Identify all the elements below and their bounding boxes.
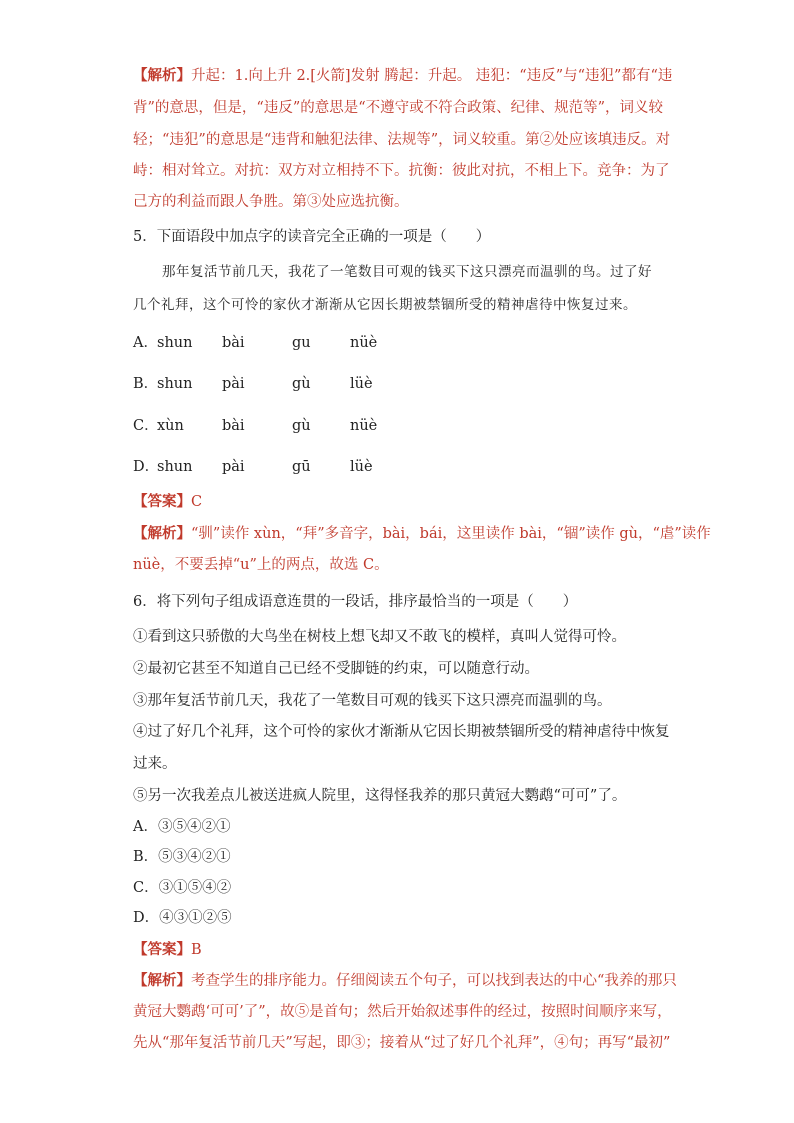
- question-6-stem: 6．将下列句子组成语意连贯的一段话，排序最恰当的一项是（ ）: [133, 594, 578, 610]
- q5-analysis-line-1: [133, 527, 711, 542]
- analysis-text: 考查学生的排序能力。仔细阅读五个句子，可以找到表达的中心“我养的那只: [191, 973, 677, 989]
- pinyin-1: shun: [157, 459, 193, 475]
- answer-label: 【答案】: [133, 941, 191, 958]
- q6-analysis-line-1: [133, 974, 677, 989]
- q5-analysis-line-2: nüè，不要丢掉“u”上的两点，故选 C。: [133, 557, 389, 573]
- q6-sentence-4-cont: 过来。: [133, 756, 177, 772]
- pinyin-4: lüè: [350, 376, 373, 392]
- q5-passage-line-2: 几个礼拜，这个可怜的家伙才渐渐从它因长期被禁锢所受的精神虐待中恢复过来。: [133, 297, 637, 313]
- analysis-label: 【解析】: [133, 67, 191, 84]
- pinyin-3: gù: [292, 376, 311, 392]
- option-letter: A．: [133, 335, 158, 351]
- q6-sentence-3: ③那年复活节前几天，我花了一笔数目可观的钱买下这只漂亮而温驯的鸟。: [133, 693, 612, 709]
- pinyin-3: gū: [292, 459, 311, 475]
- pinyin-2: pài: [222, 459, 245, 475]
- analysis-line-1: [133, 69, 672, 84]
- analysis-label: 【解析】: [133, 525, 191, 542]
- q6-sentence-1: ①看到这只骄傲的大鸟坐在树枝上想飞却又不敢飞的模样，真叫人觉得可怜。: [133, 629, 626, 645]
- analysis-text: “驯”读作 xùn，“拜”多音字，bài，bái，这里读作 bài，“锢”读作 gù，“虐”读作: [191, 526, 711, 542]
- analysis-line-3: 轻；“违犯”的意思是“违背和触犯法律、法规等”，词义较重。第②处应该填违反。对: [133, 132, 671, 148]
- question-5-stem: 5．下面语段中加点字的读音完全正确的一项是（ ）: [133, 229, 491, 245]
- answer-label: 【答案】: [133, 493, 191, 510]
- pinyin-3: gu: [292, 335, 311, 351]
- q6-option-b[interactable]: B．⑤③④②①: [133, 849, 231, 865]
- q6-sentence-5: ⑤另一次我差点儿被送进疯人院里，这得怪我养的那只黄冠大鹦鹉“可可”了。: [133, 788, 627, 804]
- pinyin-4: lüè: [350, 459, 373, 475]
- pinyin-2: bài: [222, 418, 245, 434]
- pinyin-1: shun: [157, 335, 193, 351]
- pinyin-2: pài: [222, 376, 245, 392]
- q6-sentence-2: ②最初它甚至不知道自己已经不受脚链的约束，可以随意行动。: [133, 661, 539, 677]
- analysis-label: 【解析】: [133, 972, 191, 989]
- q6-answer: [133, 943, 202, 958]
- analysis-line-2: 背”的意思，但是，“违反”的意思是“不遵守或不符合政策、纪律、规范等”，词义较: [133, 100, 664, 116]
- answer-value: B: [191, 942, 202, 958]
- analysis-line-4: 峙：相对耸立。对抗：双方对立相持不下。抗衡：彼此对抗，不相上下。竞争：为了: [133, 163, 670, 179]
- q6-analysis-line-3: 先从“那年复活节前几天”写起，即③；接着从“过了好几个礼拜”，④句；再写“最初”: [133, 1035, 671, 1051]
- analysis-text: 升起：1.向上升 2.[火箭]发射 腾起：升起。 违犯：“违反”与“违犯”都有“违: [191, 68, 673, 84]
- q5-answer: [133, 495, 202, 510]
- pinyin-1: shun: [157, 376, 193, 392]
- q6-option-d[interactable]: D．④③①②⑤: [133, 910, 232, 926]
- q6-sentence-4: ④过了好几个礼拜，这个可怜的家伙才渐渐从它因长期被禁锢所受的精神虐待中恢复: [133, 724, 670, 740]
- q5-passage-line-1: 那年复活节前几天，我花了一笔数目可观的钱买下这只漂亮而温驯的鸟。过了好: [162, 264, 652, 280]
- analysis-line-5: 己方的利益而跟人争胜。第③处应选抗衡。: [133, 194, 409, 210]
- answer-value: C: [191, 494, 203, 510]
- q6-analysis-line-2: 黄冠大鹦鹉‘可可’了”，故⑤是首句；然后开始叙述事件的经过，按照时间顺序来写，: [133, 1004, 672, 1020]
- q6-option-a[interactable]: A．③⑤④②①: [133, 819, 231, 835]
- pinyin-3: gù: [292, 418, 311, 434]
- pinyin-4: nüè: [350, 335, 378, 351]
- q6-option-c[interactable]: C．③①⑤④②: [133, 880, 232, 896]
- pinyin-1: xùn: [157, 418, 184, 434]
- pinyin-4: nüè: [350, 418, 378, 434]
- pinyin-2: bài: [222, 335, 245, 351]
- option-letter: C．: [133, 418, 159, 434]
- option-letter: D．: [133, 459, 160, 475]
- option-letter: B．: [133, 376, 159, 392]
